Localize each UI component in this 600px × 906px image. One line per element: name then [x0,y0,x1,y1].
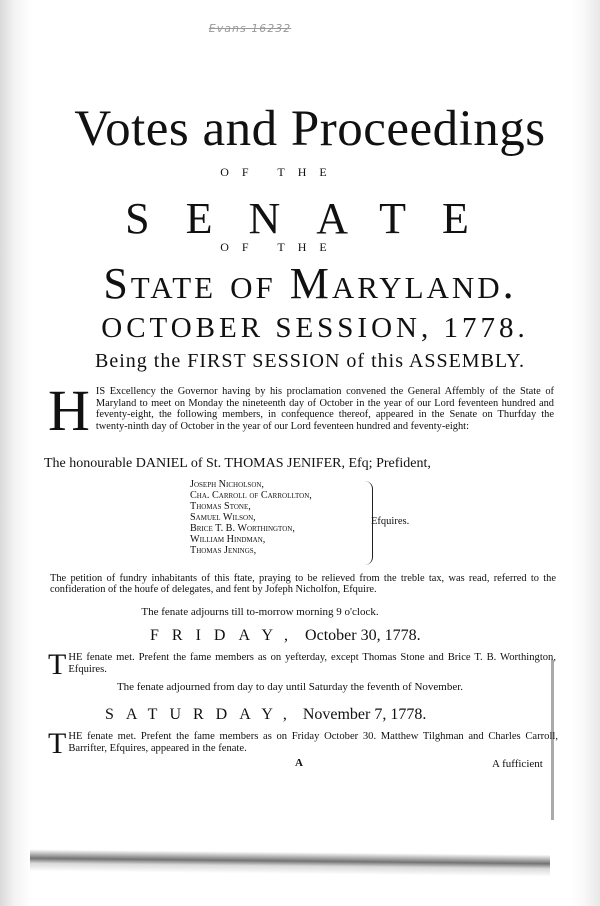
title-state: State of Maryland. [103,259,517,308]
scan-bottom-smudge [30,849,550,876]
adjourn-line-1: The fenate adjourns till to-morrow morning 9 o'clock. [141,606,379,618]
catchword: A fufficient [492,758,543,770]
intro-text: IS Excellency the Governor having by his proclamation convened the General Affembly of the State of Maryland to meet on Monday the nineteenth day of October in the year of our Lord feventeen hundred and feventy-eight, the following members, in confequence thereof, appeared in the Senate on Thurfday the twenty-ninth day of October in the year of our Lord feventeen hundred and feventy-eight: [95,386,554,432]
catalog-note: Evans 16232 [208,22,292,35]
title-senate: SENATE [125,194,505,243]
saturday-heading [105,706,565,724]
title-of-the-2: OF THE [220,240,340,254]
saturday-dropcap: T [48,727,67,760]
member-name: Samuel Wilson, [190,512,256,523]
member-list [190,479,365,556]
title-of-the-1: OF THE [220,165,340,179]
friday-paragraph [48,648,556,681]
friday-text: HE fenate met. Prefent the fame members as on yefterday, except Thomas Stone and Brice T. B. Worthington, Efquires. [68,652,556,675]
scan-left-edge [0,0,32,906]
member-name: Cha. Carroll of Carrollton, [190,490,312,501]
title-being: Being the FIRST SESSION of this ASSEMBLY. [94,350,525,372]
intro-paragraph [48,378,554,443]
member-name: Thomas Stone, [190,501,251,512]
friday-heading [150,627,550,645]
president-line: The honourable DANIEL of St. THOMAS JENIFER, Efq; Prefident, [44,456,431,471]
friday-day: FRIDAY, [150,627,302,644]
member-name: Joseph Nicholson, [190,479,264,490]
signature-mark: A [295,757,303,769]
esquires-label: Efquires. [371,516,410,527]
member-name: Thomas Jenings, [190,545,257,556]
title-session: OCTOBER SESSION, 1778. [101,312,529,344]
member-name: Brice T. B. Worthington, [190,523,295,534]
scan-right-edge [570,0,600,906]
friday-dropcap: T [48,648,67,681]
adjourn-line-2: The fenate adjourned from day to day until Saturday the feventh of November. [116,681,464,693]
petition-paragraph: The petition of fundry inhabitants of this ftate, praying to be relieved from the treble tax, was read, referred to the confideration of the houfe of delegates, and fent by Jofeph Nicholfon, Efquire. [50,573,556,596]
saturday-text: HE fenate met. Prefent the fame members as on Friday October 30. Matthew Tilghman and Charles Carroll, Barrifter, Efquires, appeared in the fenate. [68,731,558,754]
intro-dropcap: H [48,378,90,443]
title-votes: Votes and Proceedings [74,101,546,157]
saturday-day: SATURDAY, [105,706,299,723]
saturday-date: November 7, 1778. [302,706,427,723]
member-name: William Hindman, [190,534,266,545]
friday-date: October 30, 1778. [305,627,421,644]
saturday-paragraph [48,727,558,760]
